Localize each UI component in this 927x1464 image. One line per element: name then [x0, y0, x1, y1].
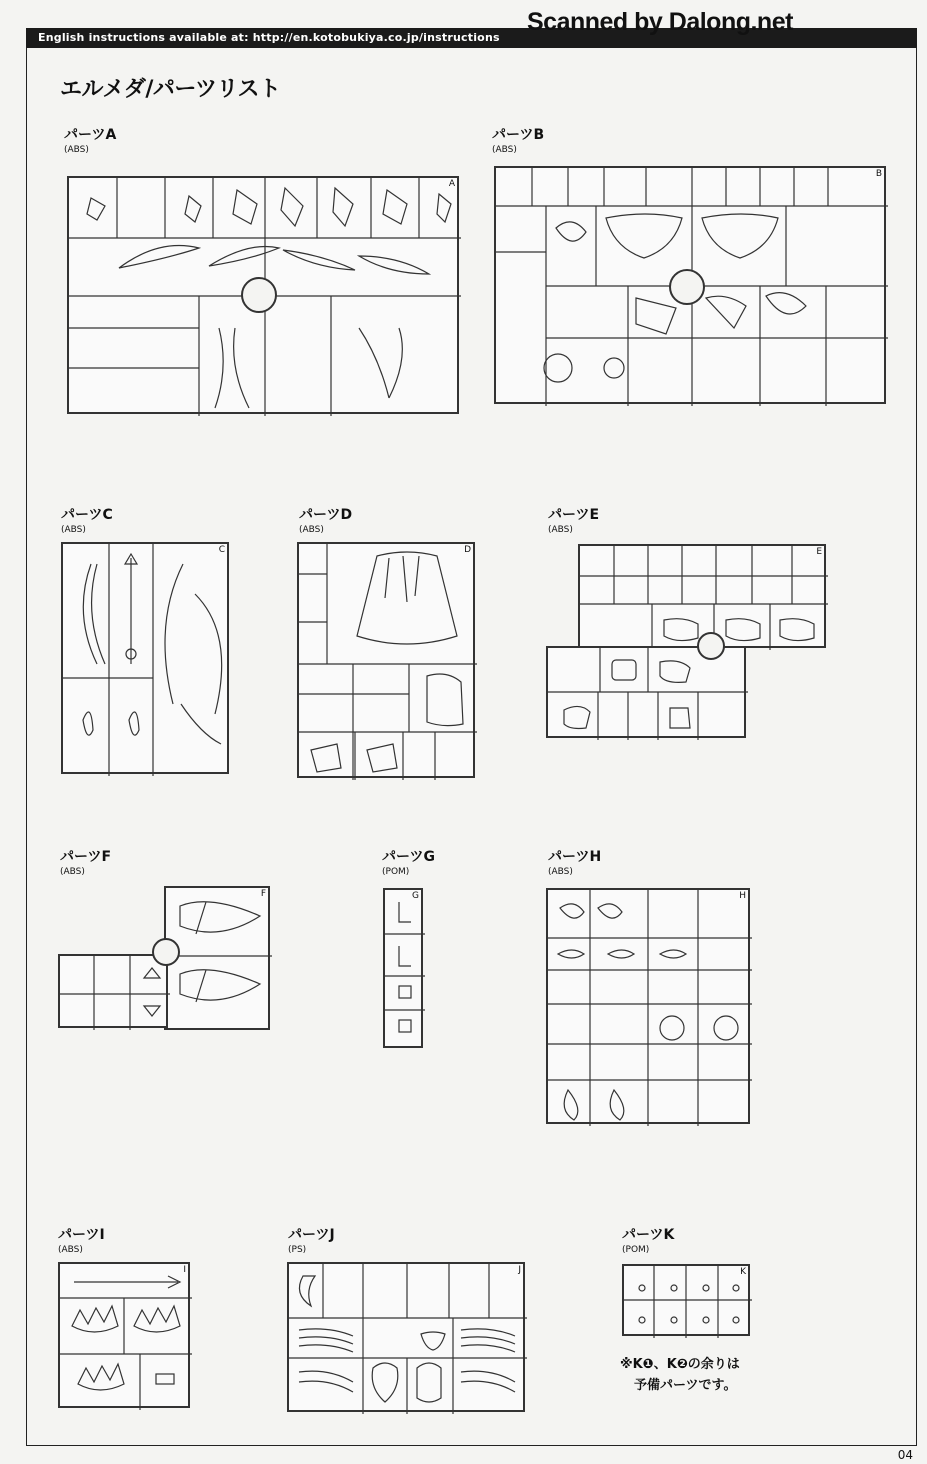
part-d-material: (ABS) — [299, 525, 324, 535]
runner-d-tag: D — [464, 545, 471, 555]
part-i-material: (ABS) — [58, 1245, 83, 1255]
runner-i — [58, 1262, 190, 1408]
page-number: 04 — [897, 1448, 913, 1462]
part-j-material: (PS) — [288, 1245, 307, 1255]
part-c-name: パーツC — [61, 507, 113, 523]
runner-d — [297, 542, 475, 778]
part-b-name: パーツB — [492, 127, 545, 143]
runner-f-upper-parts — [166, 888, 272, 1032]
runner-a-tag: A — [448, 179, 455, 189]
part-label-a — [64, 128, 116, 157]
part-label-i — [58, 1228, 105, 1257]
part-label-j — [288, 1228, 335, 1257]
runner-g-parts — [385, 890, 425, 1050]
runner-k-parts — [624, 1266, 752, 1338]
runner-e-gate-ring — [697, 632, 725, 660]
runner-f-gate-ring — [152, 938, 180, 966]
part-k-name: パーツK — [622, 1227, 675, 1243]
part-label-f — [60, 850, 111, 879]
runner-e-upper — [578, 544, 826, 648]
scan-watermark: Scanned by Dalong.net — [527, 8, 793, 36]
part-e-name: パーツE — [548, 507, 600, 523]
runner-f-upper — [164, 886, 270, 1030]
runner-b-tag: B — [875, 169, 882, 179]
runner-e-lower-parts — [548, 648, 748, 740]
runner-j — [287, 1262, 525, 1412]
part-a-material: (ABS) — [64, 145, 89, 155]
spare-parts-note — [620, 1354, 740, 1396]
runner-h-tag: H — [739, 891, 746, 901]
note-line-2: 予備パーツです。 — [634, 1378, 737, 1393]
part-g-material: (POM) — [382, 867, 410, 877]
runner-f-lower — [58, 954, 168, 1028]
page-title: エルメダ/パーツリスト — [60, 77, 281, 102]
part-label-d — [299, 508, 352, 537]
part-f-material: (ABS) — [60, 867, 85, 877]
runner-g — [383, 888, 423, 1048]
runner-b — [494, 166, 886, 404]
instructions-url-text: English instructions available at: http://en.kotobukiya.co.jp/instructions — [38, 31, 500, 44]
runner-f-tag: F — [260, 889, 266, 899]
runner-j-parts — [289, 1264, 527, 1414]
part-a-name: パーツA — [64, 127, 117, 143]
part-b-material: (ABS) — [492, 145, 517, 155]
part-label-g — [382, 850, 435, 879]
runner-e-lower — [546, 646, 746, 738]
runner-a-parts — [69, 178, 461, 416]
part-h-material: (ABS) — [548, 867, 573, 877]
runner-c-tag: C — [218, 545, 225, 555]
runner-b-parts — [496, 168, 888, 406]
part-label-k — [622, 1228, 674, 1257]
runner-c — [61, 542, 229, 774]
runner-h — [546, 888, 750, 1124]
runner-f-lower-parts — [60, 956, 170, 1030]
part-f-name: パーツF — [60, 849, 112, 865]
note-line-1: ※K❶、K❷の余りは — [620, 1357, 740, 1372]
part-e-material: (ABS) — [548, 525, 573, 535]
runner-k — [622, 1264, 750, 1336]
runner-d-parts — [299, 544, 477, 780]
part-i-name: パーツI — [58, 1227, 105, 1243]
part-j-name: パーツJ — [288, 1227, 335, 1243]
runner-c-parts — [63, 544, 231, 776]
runner-i-parts — [60, 1264, 192, 1410]
part-k-material: (POM) — [622, 1245, 650, 1255]
runner-k-tag: K — [740, 1267, 746, 1277]
runner-i-tag: I — [183, 1265, 186, 1275]
part-label-h — [548, 850, 601, 879]
part-c-material: (ABS) — [61, 525, 86, 535]
part-d-name: パーツD — [299, 507, 353, 523]
part-g-name: パーツG — [382, 849, 435, 865]
part-label-c — [61, 508, 113, 537]
runner-g-tag: G — [412, 891, 419, 901]
part-label-e — [548, 508, 599, 537]
runner-j-tag: J — [518, 1265, 521, 1275]
part-label-b — [492, 128, 544, 157]
runner-h-parts — [548, 890, 752, 1126]
runner-a — [67, 176, 459, 414]
runner-e-tag: E — [816, 547, 822, 557]
part-h-name: パーツH — [548, 849, 602, 865]
